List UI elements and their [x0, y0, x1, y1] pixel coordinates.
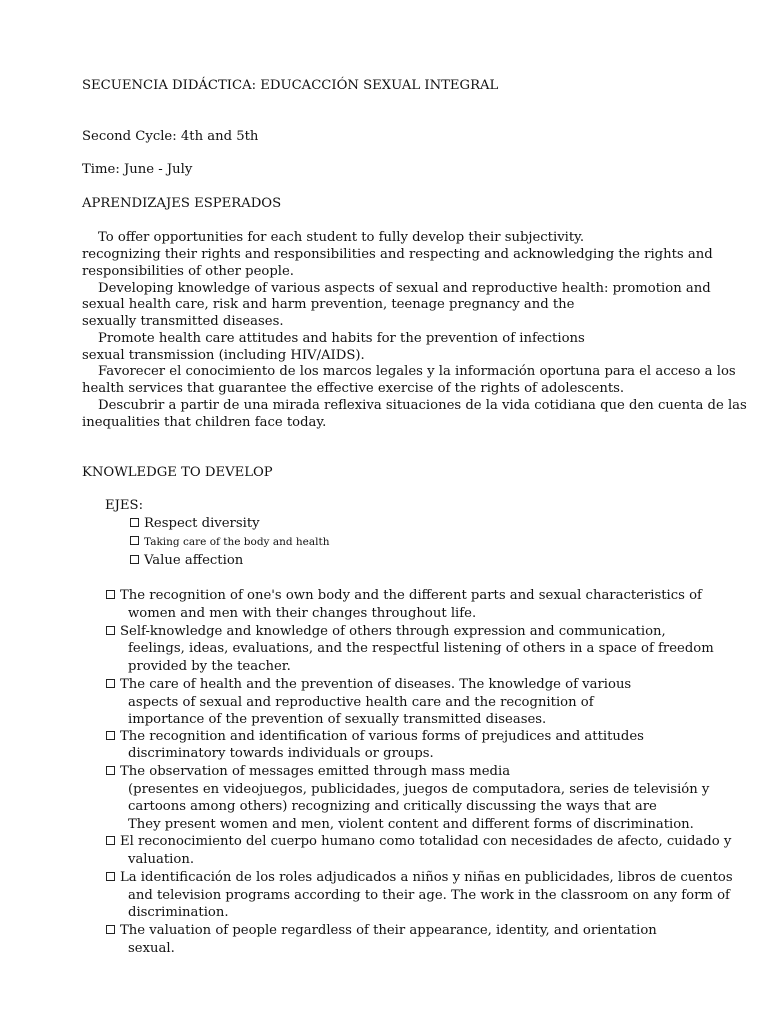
bullet-line: The valuation of people regardless of their appearance, identity, and orientation	[106, 922, 657, 939]
paragraph-line: inequalities that children face today.	[82, 415, 327, 430]
section-heading-knowledge: KNOWLEDGE TO DEVELOP	[82, 465, 273, 480]
bullet-line: importance of the prevention of sexually transmitted diseases.	[128, 712, 547, 727]
eje-label: Value affection	[144, 553, 244, 568]
paragraph-line: recognizing their rights and responsibilities and respecting and acknowledging the rights and	[82, 247, 713, 262]
bullet-line: feelings, ideas, evaluations, and the respectful listening of others in a space of freedom	[128, 641, 714, 656]
bullet-line: The recognition and identification of various forms of prejudices and attitudes	[106, 728, 644, 745]
eje-label: Taking care of the body and health	[144, 536, 330, 548]
bullet-line: La identificación de los roles adjudicados a niños y niñas en publicidades, libros de cuentos	[106, 869, 733, 886]
eje-item	[130, 534, 329, 551]
bullet-line: discrimination.	[128, 905, 229, 920]
bullet-line: The recognition of one's own body and the different parts and sexual characteristics of	[106, 587, 702, 604]
cycle-line: Second Cycle: 4th and 5th	[82, 129, 259, 144]
ejes-label: EJES:	[105, 498, 144, 513]
checkbox-icon	[130, 518, 139, 527]
bullet-line: and television programs according to their age. The work in the classroom on any form of	[128, 888, 730, 903]
bullet-line: Self-knowledge and knowledge of others through expression and communication,	[106, 623, 666, 640]
bullet-line: cartoons among others) recognizing and critically discussing the ways that are	[128, 799, 657, 814]
checkbox-icon	[130, 536, 139, 545]
checkbox-icon	[106, 925, 115, 934]
paragraph-line: sexual transmission (including HIV/AIDS).	[82, 348, 365, 363]
page-title: SECUENCIA DIDÁCTICA: EDUCACCIÓN SEXUAL INTEGRAL	[82, 78, 499, 93]
section-heading-aprendizajes: APRENDIZAJES ESPERADOS	[82, 196, 282, 211]
bullet-line: El reconocimiento del cuerpo humano como totalidad con necesidades de afecto, cuidado y	[106, 833, 731, 850]
bullet-line: aspects of sexual and reproductive health care and the recognition of	[128, 695, 594, 710]
bullet-line: valuation.	[128, 852, 195, 867]
paragraph-line: Favorecer el conocimiento de los marcos legales y la información oportuna para el acceso a los	[98, 364, 736, 379]
paragraph-line: sexually transmitted diseases.	[82, 314, 284, 329]
paragraph-line: Developing knowledge of various aspects of sexual and reproductive health: promotion and	[98, 281, 711, 296]
checkbox-icon	[130, 555, 139, 564]
bullet-line: provided by the teacher.	[128, 659, 291, 674]
paragraph-line: Descubrir a partir de una mirada reflexiva situaciones de la vida cotidiana que den cuenta de las	[98, 398, 747, 413]
eje-item	[130, 515, 260, 532]
checkbox-icon	[106, 590, 115, 599]
eje-label: Respect diversity	[144, 516, 260, 531]
paragraph-line: To offer opportunities for each student to fully develop their subjectivity.	[98, 230, 585, 245]
paragraph-line: sexual health care, risk and harm prevention, teenage pregnancy and the	[82, 297, 575, 312]
checkbox-icon	[106, 836, 115, 845]
paragraph-line: Promote health care attitudes and habits for the prevention of infections	[98, 331, 585, 346]
checkbox-icon	[106, 626, 115, 635]
bullet-line: (presentes en videojuegos, publicidades, juegos de computadora, series de televisión y	[128, 782, 710, 797]
bullet-line: They present women and men, violent content and different forms of discrimination.	[128, 817, 694, 832]
paragraph-line: health services that guarantee the effective exercise of the rights of adolescents.	[82, 381, 625, 396]
checkbox-icon	[106, 679, 115, 688]
paragraph-line: responsibilities of other people.	[82, 264, 294, 279]
time-line: Time: June - July	[82, 162, 193, 177]
bullet-line: The observation of messages emitted through mass media	[106, 763, 510, 780]
checkbox-icon	[106, 766, 115, 775]
eje-item	[130, 552, 243, 569]
bullet-line: The care of health and the prevention of diseases. The knowledge of various	[106, 676, 631, 693]
bullet-line: women and men with their changes throughout life.	[128, 606, 477, 621]
bullet-line: sexual.	[128, 941, 175, 956]
bullet-line: discriminatory towards individuals or groups.	[128, 746, 434, 761]
checkbox-icon	[106, 872, 115, 881]
checkbox-icon	[106, 731, 115, 740]
